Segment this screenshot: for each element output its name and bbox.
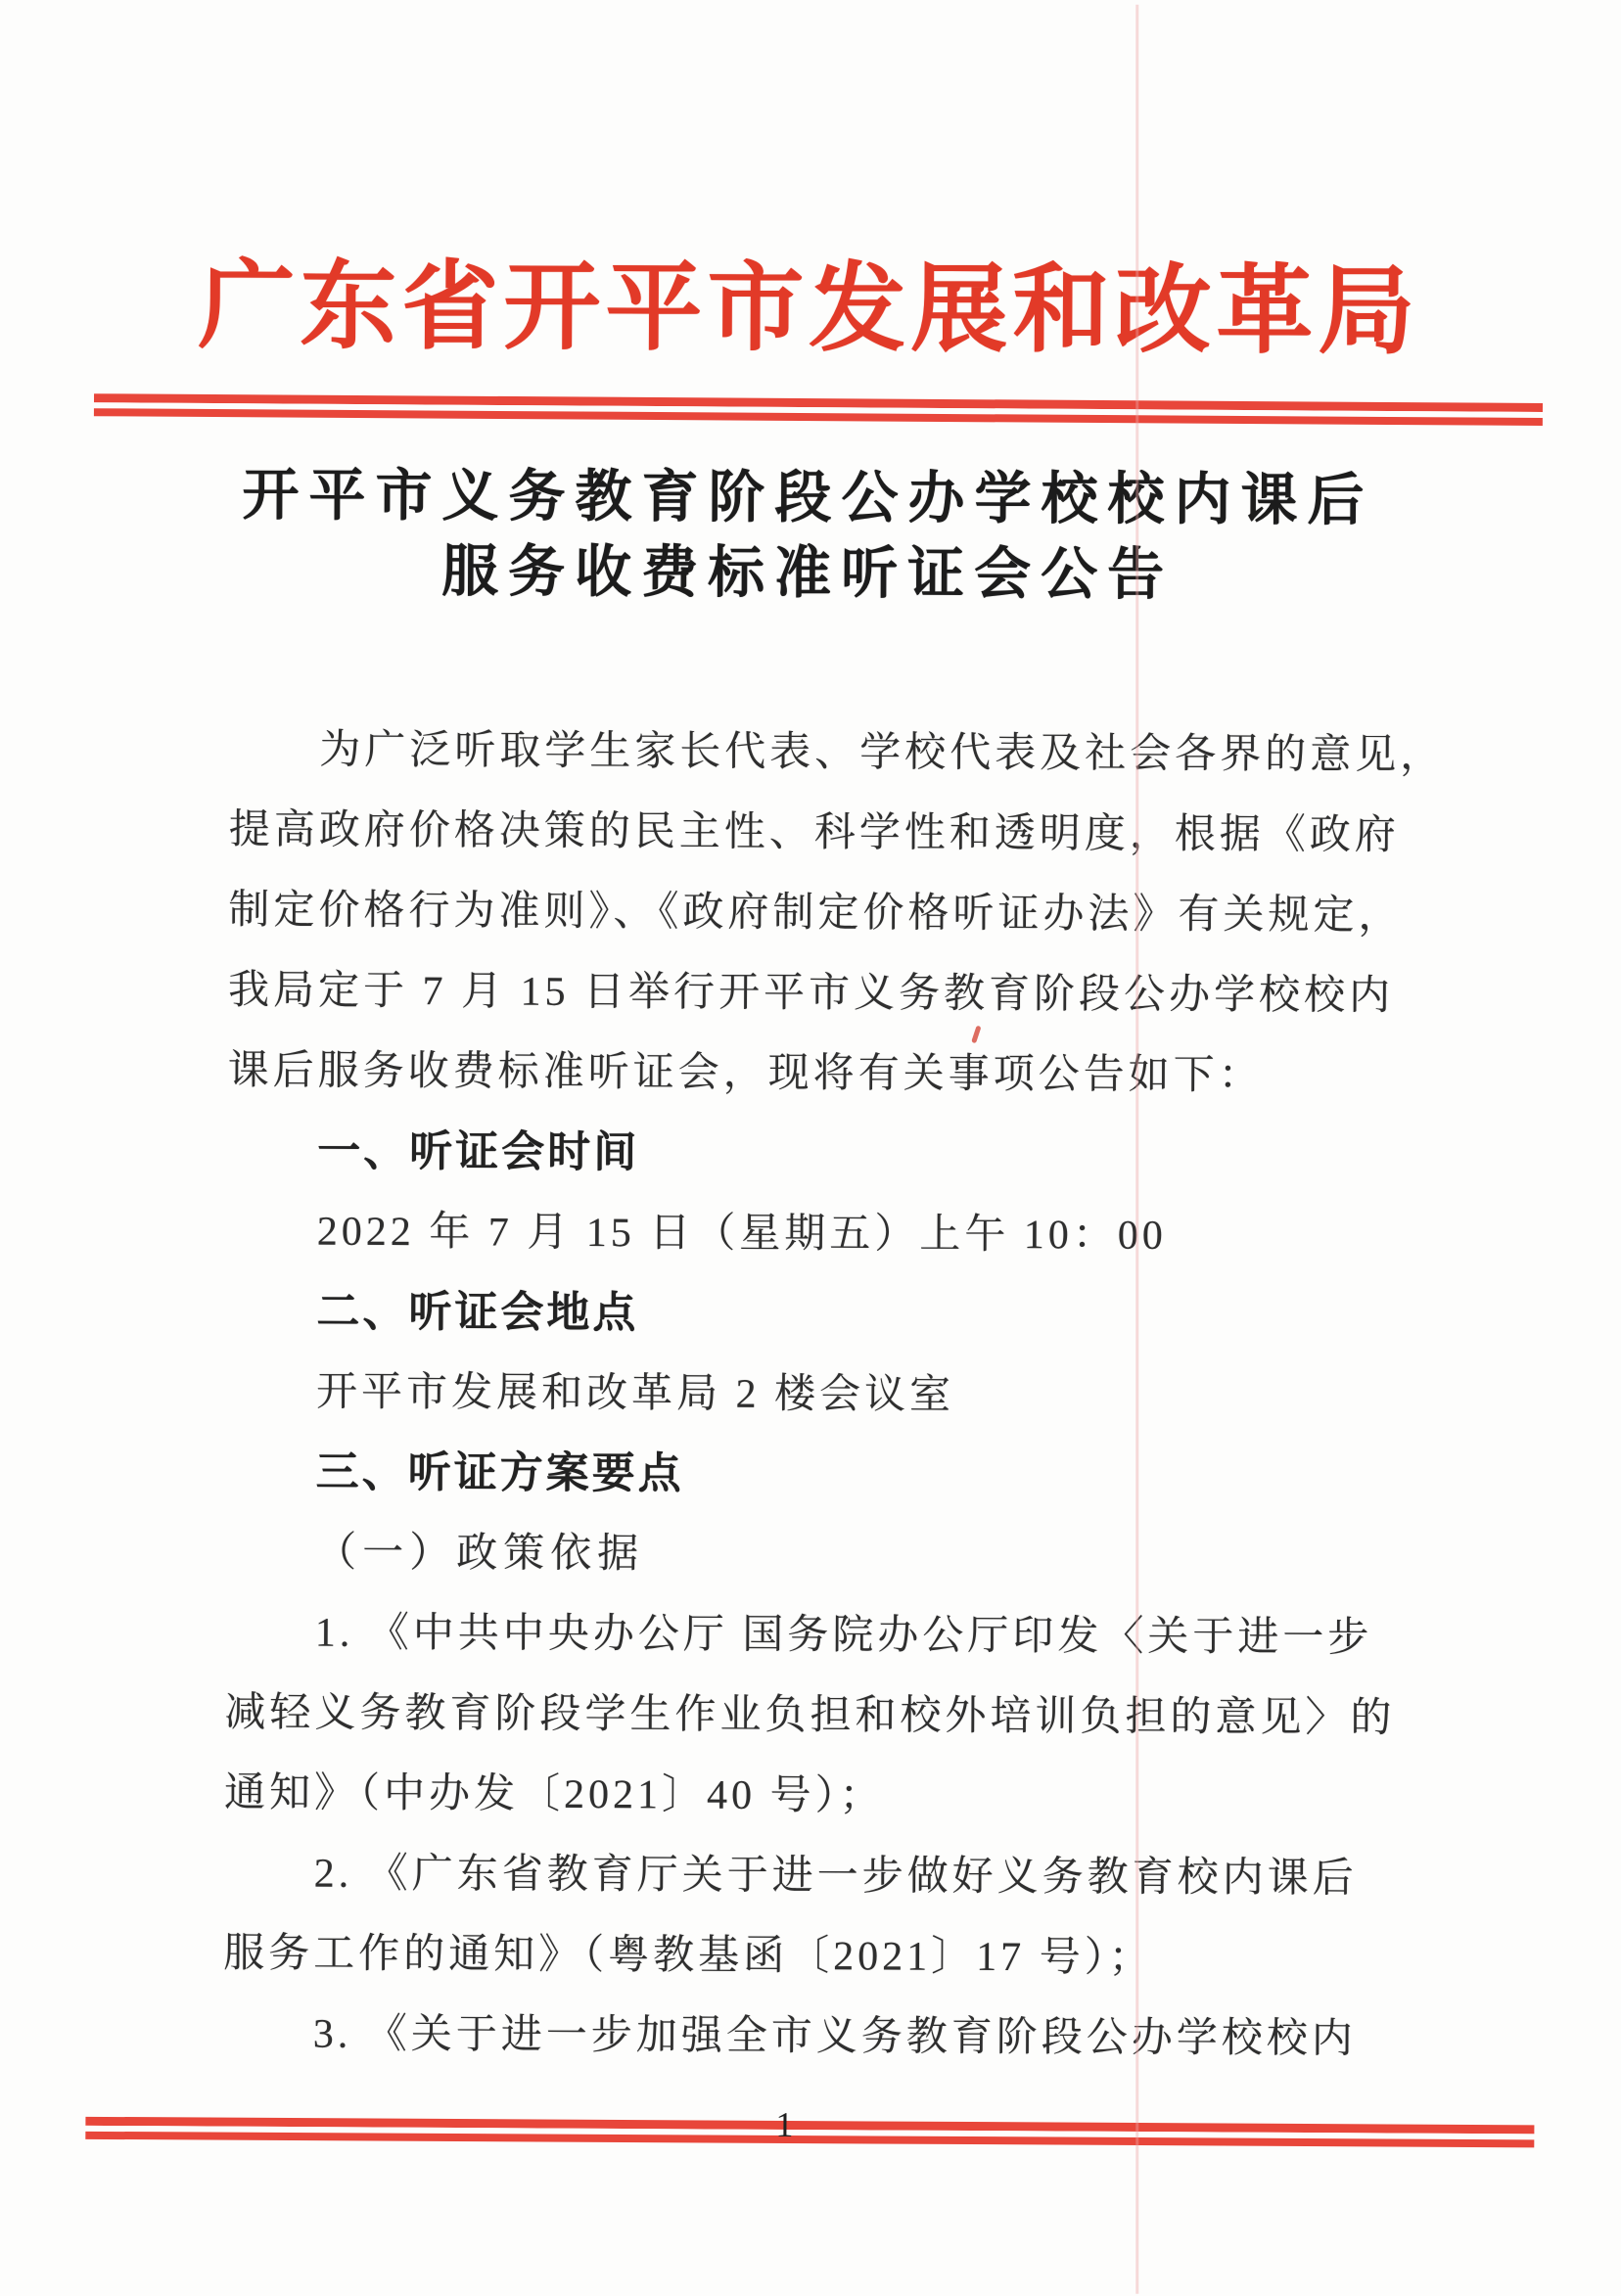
- section-heading: 三、听证方案要点: [315, 1447, 684, 1498]
- text-line: 1. 《中共中央办公厅 国务院办公厅印发〈关于进一步: [314, 1610, 1373, 1661]
- text-line: 开平市发展和改革局 2 楼会议室: [315, 1369, 955, 1418]
- document-title-line-1: 开平市义务教育阶段公办学校校内课后: [242, 463, 1374, 532]
- document-title: [0, 456, 1619, 615]
- text-line: 为广泛听取学生家长代表、学校代表及社会各界的意见，: [319, 727, 1446, 779]
- text-line: 制定价格行为准则》、《政府制定价格听证办法》有关规定，: [228, 888, 1404, 940]
- footer-double-rule: [85, 2117, 1534, 2148]
- text-line: 3. 《关于进一步加强全市义务教育阶段公办学校校内: [312, 2011, 1357, 2062]
- text-line: 课后服务收费标准听证会，现将有关事项公告如下：: [227, 1048, 1264, 1099]
- document-body: [223, 710, 1463, 2080]
- document-title-line-2: 服务收费标准听证会公告: [440, 539, 1175, 607]
- text-line: 减轻义务教育阶段学生作业负担和校外培训负担的意见〉的: [224, 1690, 1396, 1742]
- text-line: 服务工作的通知》（粤教基函〔2021〕17 号）；: [223, 1931, 1154, 1981]
- section-heading: 一、听证会时间: [317, 1126, 640, 1177]
- text-line: 我局定于 7 月 15 日举行开平市义务教育阶段公办学校校内: [227, 968, 1395, 1019]
- subsection-heading: （一）政策依据: [315, 1530, 645, 1578]
- text-line: 提高政府价格决策的民主性、科学性和透明度，根据《政府: [228, 807, 1400, 859]
- scanner-artifact-line: [1135, 5, 1138, 2294]
- header-double-rule: [94, 393, 1543, 426]
- page-number: 1: [775, 2104, 794, 2145]
- text-line: 2022 年 7 月 15 日（星期五）上午 10：00: [316, 1209, 1167, 1259]
- agency-masthead-title: 广东省开平市发展和改革局: [198, 253, 1420, 367]
- text-line: 通知》（中办发〔2021〕40 号）；: [223, 1770, 885, 1819]
- text-line: 2. 《广东省教育厅关于进一步做好义务教育校内课后: [313, 1851, 1358, 1902]
- section-heading: 二、听证会地点: [316, 1287, 639, 1338]
